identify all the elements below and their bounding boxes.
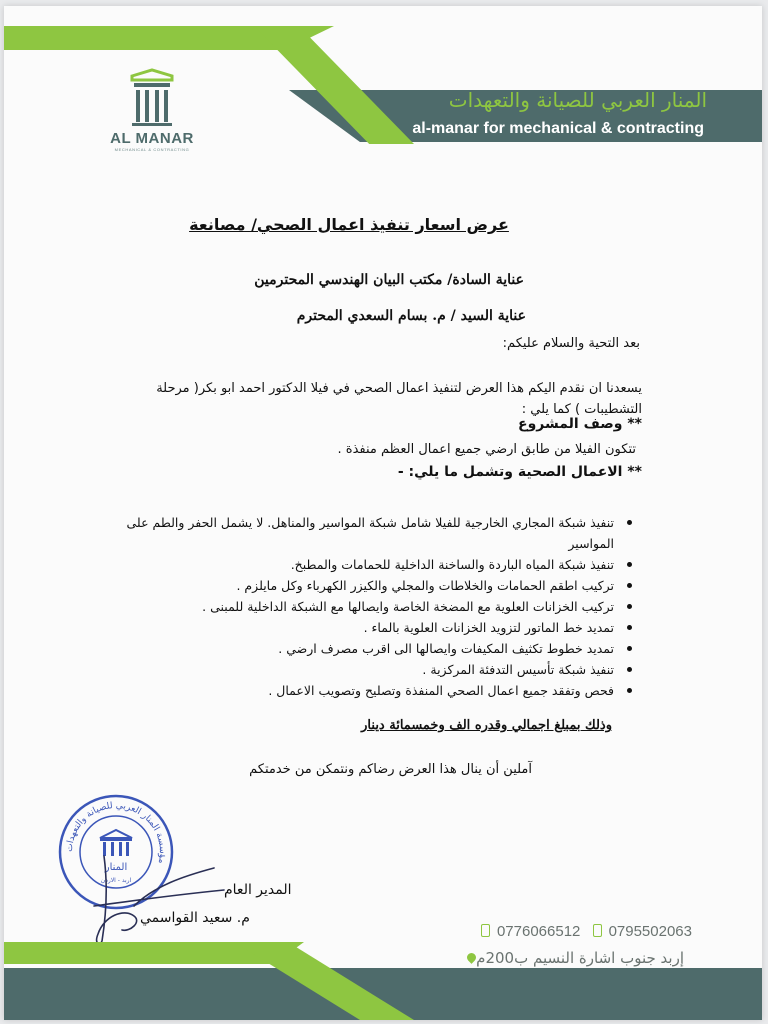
project-description-text: تتكون الفيلا من طابق ارضي جميع اعمال العظم منفذة . [337,442,636,457]
contact-phones [473,923,692,940]
list-item [94,554,614,575]
intro-paragraph: يسعدنا ان نقدم اليكم هذا العرض لتنفيذ اعمال الصحي في فيلا الدكتور احمد ابو بكر( مرحلة التشطيبات ) كما يلي : [156,381,642,417]
letter-page [4,6,762,1020]
list-item-text: فحص وتفقد جميع اعمال الصحي المنفذة وتصليح وتصويب الاعمال . [268,683,614,698]
phone-number-2: 0795502063 [608,923,692,940]
closing-line: آملين أن ينال هذا العرض رضاكم ونتمكن من خدمتكم [249,762,532,777]
recipient-person: عناية السيد / م. بسام السعدي المحترم [296,308,526,324]
total-amount: وذلك بمبلغ اجمالي وقدره الف وخمسمائة دينار [361,718,612,733]
bullet-icon [627,667,632,672]
logo-subtext: MECHANICAL & CONTRACTING [114,147,190,152]
bullet-icon [627,583,632,588]
phone-icon [481,924,490,937]
list-item [94,575,614,596]
list-item-text: تمديد خطوط تكثيف المكيفات وايصالها الى اقرب مصرف ارضي . [278,641,614,656]
letter-title: عرض اسعار تنفيذ اعمال الصحي/ مصانعة [189,215,509,234]
bullet-icon [627,625,632,630]
header-diagonal-band [254,26,414,144]
bullet-icon [627,562,632,567]
project-description-heading: ** وصف المشروع [518,416,642,432]
list-item [94,596,614,617]
company-name-english: al-manar for mechanical & contracting [412,120,704,137]
handwritten-signature-icon [64,846,234,956]
list-item-text: تنفيذ شبكة المجاري الخارجية للفيلا شامل شبكة المواسير والمناهل. لا يشمل الحفر والطم على المواسير [126,515,614,551]
list-item [94,512,614,554]
bullet-icon [627,520,632,525]
list-item [94,659,614,680]
list-item-text: تمديد خط الماتور لتزويد الخزانات العلوية بالماء . [363,620,614,635]
works-list [94,512,634,701]
list-item-text: تنفيذ شبكة تأسيس التدفئة المركزية . [422,662,614,677]
list-item-text: تركيب اطقم الحمامات والخلاطات والمجلي والكيزر الكهرباء وكل مايلزم . [236,578,614,593]
list-item [94,617,614,638]
list-item [94,680,614,701]
phone-icon [593,924,602,937]
phone-number-1: 0776066512 [496,923,581,940]
signatory-role: المدير العام [224,882,292,898]
works-heading: ** الاعمال الصحية وتشمل ما يلي: - [397,464,642,480]
contact-address [459,949,684,967]
list-item [94,638,614,659]
recipient-company: عناية السادة/ مكتب البيان الهندسي المحترمين [254,272,524,288]
bullet-icon [627,688,632,693]
address-text: إربد جنوب اشارة النسيم ب200م [476,949,684,967]
stamp-ring-text: مؤسسة المنار العربي للصيانة والتعهدات [64,800,168,865]
stamp-center-text: المنار [104,862,128,873]
bullet-icon [627,604,632,609]
logo-text: AL MANAR [110,130,194,147]
signatory-name: م. سعيد القواسمي [140,910,250,926]
list-item-text: تركيب الخزانات العلوية مع المضخة الخاصة وايصالها مع الشبكة الداخلية للمبنى . [202,599,614,614]
bullet-icon [627,646,632,651]
greeting: بعد التحية والسلام عليكم: [502,336,640,351]
list-item-text: تنفيذ شبكة المياه الباردة والساخنة الداخلية للحمامات والمطبخ. [290,557,614,572]
stamp-bottom-text: اربد - الاردن [100,877,132,884]
company-name-arabic: المنار العربي للصيانة والتعهدات [448,88,707,112]
